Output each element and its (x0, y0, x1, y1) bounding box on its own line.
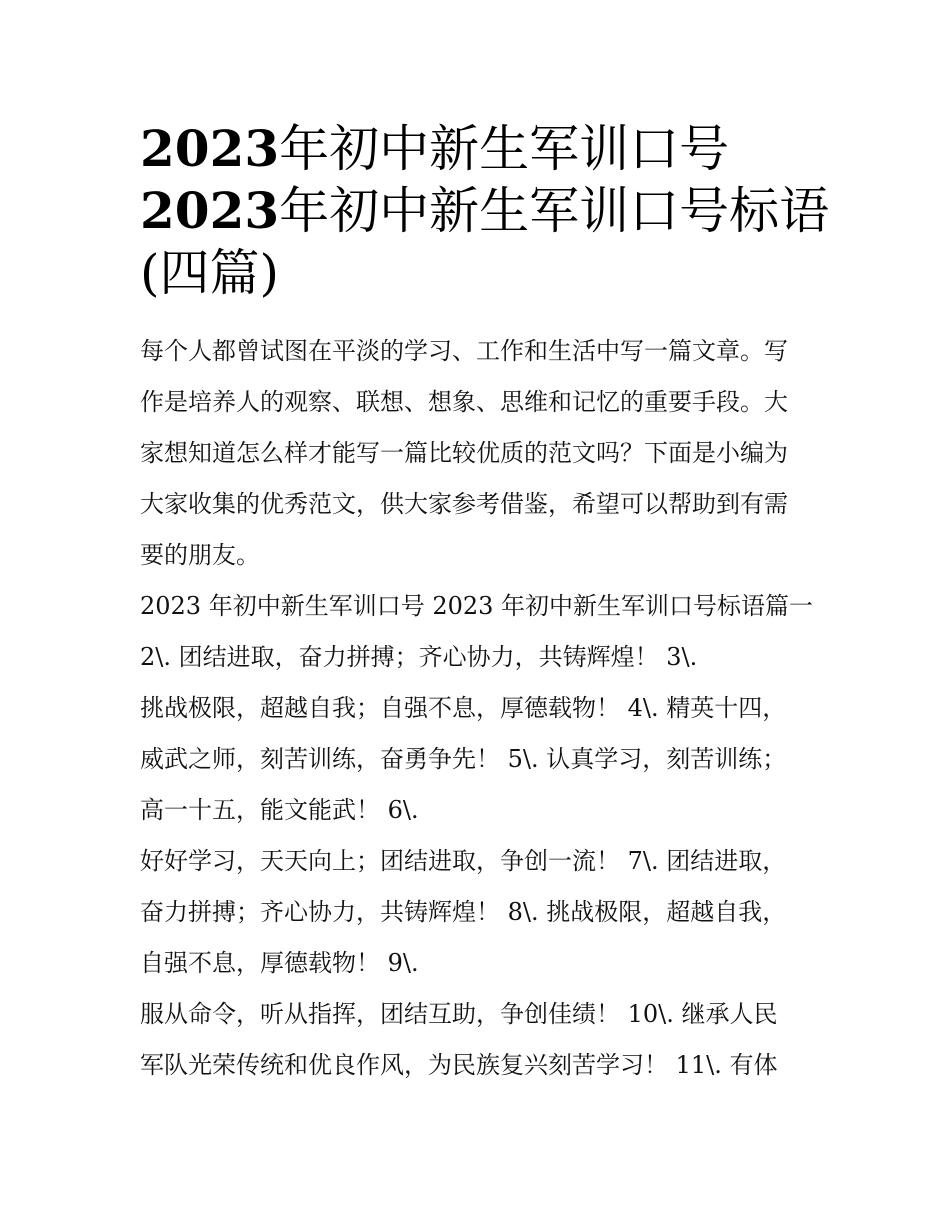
text-line: 家想知道怎么样才能写一篇比较优质的范文吗？下面是小编为 (140, 439, 788, 467)
title-year: 2023 (140, 119, 280, 178)
text-line: 挑战极限，超越自我；自强不息，厚德载物！ 4\. 精英十四， (140, 694, 787, 722)
title-text: (四篇) (140, 244, 280, 302)
text-line: 2\. 团结进取，奋力拼搏；齐心协力，共铸辉煌！ 3\. (140, 643, 698, 671)
text-line: 作是培养人的观察、联想、想象、思维和记忆的重要手段。大 (140, 388, 788, 416)
text-line: 2023 年初中新生军训口号 2023 年初中新生军训口号标语篇一 (140, 592, 814, 620)
text-line: 好好学习，天天向上；团结进取，争创一流！ 7\. 团结进取， (140, 847, 787, 875)
text-line: 自强不息，厚德载物！ 9\. (140, 949, 419, 977)
text-line: 大家收集的优秀范文，供大家参考借鉴，希望可以帮助到有需 (140, 490, 788, 518)
text-line: 高一十五，能文能武！ 6\. (140, 796, 419, 824)
text-line: 军队光荣传统和优良作风，为民族复兴刻苦学习！ 11\. 有体 (140, 1051, 778, 1079)
document-content (140, 118, 830, 1091)
title-line-1 (140, 118, 820, 180)
title-line-2 (140, 180, 830, 242)
text-line: 要的朋友。 (140, 541, 260, 569)
text-line: 奋力拼搏；齐心协力，共铸辉煌！ 8\. 挑战极限，超越自我， (140, 898, 787, 926)
title-text: 年初中新生军训口号 (279, 120, 730, 178)
title-year: 2023 (140, 181, 280, 240)
intro-paragraph (140, 326, 820, 581)
document-title (140, 118, 830, 304)
text-line: 威武之师，刻苦训练，奋勇争先！ 5\. 认真学习，刻苦训练； (140, 745, 787, 773)
body-paragraph (140, 581, 820, 1091)
title-text: 年初中新生军训口号标语 (279, 182, 830, 240)
text-line: 服从命令，听从指挥，团结互助，争创佳绩！ 10\. 继承人民 (140, 1000, 778, 1028)
text-line: 每个人都曾试图在平淡的学习、工作和生活中写一篇文章。写 (140, 337, 788, 365)
title-line-3 (140, 242, 820, 304)
